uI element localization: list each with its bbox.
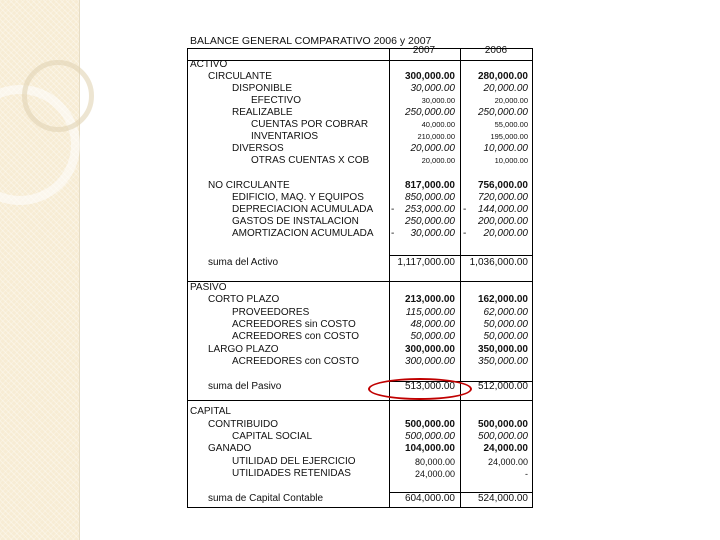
row-label: OTRAS CUENTAS X COB [251, 155, 370, 166]
table-row [187, 192, 533, 204]
row-label: CAPITAL [190, 406, 231, 417]
value-2006: 195,000.00 [490, 132, 528, 141]
value-2007: 817,000.00 [404, 180, 455, 191]
value-2007: 48,000.00 [410, 319, 455, 330]
table-row [187, 406, 533, 418]
value-2006: 10,000.00 [494, 156, 528, 165]
value-2007: 500,000.00 [404, 419, 455, 430]
value-2006: 20,000.00 [483, 83, 528, 94]
row-label: CORTO PLAZO [208, 294, 280, 305]
table-row [187, 143, 533, 155]
value-2007: 24,000.00 [414, 469, 455, 479]
row-label: GASTOS DE INSTALACION [232, 216, 359, 227]
highlight-circle [368, 378, 472, 400]
value-2006: 200,000.00 [477, 216, 528, 227]
row-label: UTILIDADES RETENIDAS [232, 468, 351, 479]
table-row [187, 456, 533, 468]
value-2006: 280,000.00 [477, 71, 528, 82]
table-row [187, 443, 533, 455]
balance-sheet [187, 31, 533, 508]
row-label: INVENTARIOS [251, 131, 319, 142]
row-label: LARGO PLAZO [208, 344, 279, 355]
row-label: ACREEDORES con COSTO [232, 331, 360, 342]
value-2006: 1,036,000.00 [469, 257, 528, 268]
value-2007: 115,000.00 [405, 307, 455, 318]
value-2007: 250,000.00 [404, 216, 455, 227]
table-row [187, 204, 533, 216]
table-row [187, 83, 533, 95]
value-2006: 24,000.00 [487, 457, 528, 467]
row-label: CONTRIBUIDO [208, 419, 278, 430]
value-2007: 253,000.00 [404, 204, 455, 215]
row-label: suma del Pasivo [208, 381, 282, 392]
table-row [187, 131, 533, 143]
row-label: ACREEDORES sin COSTO [232, 319, 356, 330]
value-2006: 250,000.00 [477, 107, 528, 118]
table-row [187, 282, 533, 294]
pasivo-end-line [187, 400, 533, 401]
table-row [187, 307, 533, 319]
value-2006: 720,000.00 [477, 192, 528, 203]
col-header-2006: 2006 [484, 45, 508, 56]
table-row [187, 431, 533, 443]
col-header-2007: 2007 [412, 45, 436, 56]
value-2006: 50,000.00 [483, 319, 528, 330]
row-label: CIRCULANTE [208, 71, 272, 82]
value-2007: 30,000.00 [410, 228, 455, 239]
table-row [187, 381, 533, 393]
value-2006: 512,000.00 [477, 381, 528, 392]
value-2006: 20,000.00 [483, 228, 528, 239]
value-2007: 50,000.00 [410, 331, 455, 342]
value-2006: 144,000.00 [477, 204, 528, 215]
table-row [187, 294, 533, 306]
row-label: EFECTIVO [251, 95, 302, 106]
table-row [187, 331, 533, 343]
row-label: ACREEDORES con COSTO [232, 356, 360, 367]
table-row [187, 356, 533, 368]
table-row [187, 119, 533, 131]
row-label: GANADO [208, 443, 252, 454]
value-2006: 20,000.00 [494, 96, 528, 105]
row-label: NO CIRCULANTE [208, 180, 290, 191]
row-label: CAPITAL SOCIAL [232, 431, 313, 442]
value-2007: 20,000.00 [410, 143, 455, 154]
row-label: REALIZABLE [232, 107, 293, 118]
value-2006: 500,000.00 [477, 419, 528, 430]
value-2006: 10,000.00 [483, 143, 528, 154]
table-row [187, 216, 533, 228]
value-2007: 213,000.00 [404, 294, 455, 305]
value-2007: 604,000.00 [404, 493, 455, 504]
row-label: ACTIVO [190, 59, 228, 70]
table-row [187, 228, 533, 240]
value-2007: 300,000.00 [404, 356, 455, 367]
table-row [187, 468, 533, 480]
table-row [187, 107, 533, 119]
value-2006: 162,000.00 [477, 294, 528, 305]
value-2006: - [525, 469, 528, 479]
row-label: UTILIDAD DEL EJERCICIO [232, 456, 356, 467]
value-2007: 300,000.00 [404, 344, 455, 355]
value-2007: 850,000.00 [404, 192, 455, 203]
sheet-title: BALANCE GENERAL COMPARATIVO 2006 y 2007 [190, 35, 432, 47]
row-label: suma de Capital Contable [208, 493, 324, 504]
activo-total-line [389, 255, 533, 256]
value-2007: 1,117,000.00 [397, 257, 455, 268]
table-row [187, 155, 533, 167]
row-label: DISPONIBLE [232, 83, 293, 94]
value-2007: 500,000.00 [404, 431, 455, 442]
row-label: DEPRECIACION ACUMULADA [232, 204, 374, 215]
value-2006: 524,000.00 [477, 493, 528, 504]
value-2007: 104,000.00 [404, 443, 455, 454]
minus-sign-2006: - [463, 228, 467, 239]
value-2007: 80,000.00 [414, 457, 455, 467]
row-label: PROVEEDORES [232, 307, 310, 318]
table-row [187, 493, 533, 505]
table-row [187, 71, 533, 83]
value-2007: 30,000.00 [410, 83, 455, 94]
value-2006: 62,000.00 [483, 307, 528, 318]
minus-sign-2007: - [391, 204, 395, 215]
bottom-border [187, 507, 533, 508]
value-2007: 250,000.00 [404, 107, 455, 118]
value-2007: 30,000.00 [421, 96, 455, 105]
row-label: AMORTIZACION ACUMULADA [232, 228, 374, 239]
value-2006: 500,000.00 [477, 431, 528, 442]
decorative-ring-small-icon [22, 60, 94, 132]
row-label: EDIFICIO, MAQ. Y EQUIPOS [232, 192, 364, 203]
row-label: PASIVO [190, 282, 227, 293]
table-row [187, 257, 533, 269]
table-row [187, 95, 533, 107]
table-row [187, 344, 533, 356]
value-2006: 24,000.00 [483, 443, 528, 454]
value-2007: 20,000.00 [421, 156, 455, 165]
value-2006: 55,000.00 [494, 120, 528, 129]
value-2006: 350,000.00 [477, 344, 528, 355]
row-label: DIVERSOS [232, 143, 284, 154]
value-2007: 40,000.00 [421, 120, 455, 129]
value-2006: 756,000.00 [477, 180, 528, 191]
row-label: suma del Activo [208, 257, 279, 268]
value-2007: 300,000.00 [404, 71, 455, 82]
row-label: CUENTAS POR COBRAR [251, 119, 369, 130]
table-row [187, 59, 533, 71]
table-row [187, 419, 533, 431]
value-2006: 50,000.00 [483, 331, 528, 342]
table-row [187, 319, 533, 331]
value-2007: 210,000.00 [417, 132, 455, 141]
table-row [187, 180, 533, 192]
minus-sign-2007: - [391, 228, 395, 239]
value-2006: 350,000.00 [477, 356, 528, 367]
value-2007: 513,000.00 [404, 381, 455, 392]
minus-sign-2006: - [463, 204, 467, 215]
